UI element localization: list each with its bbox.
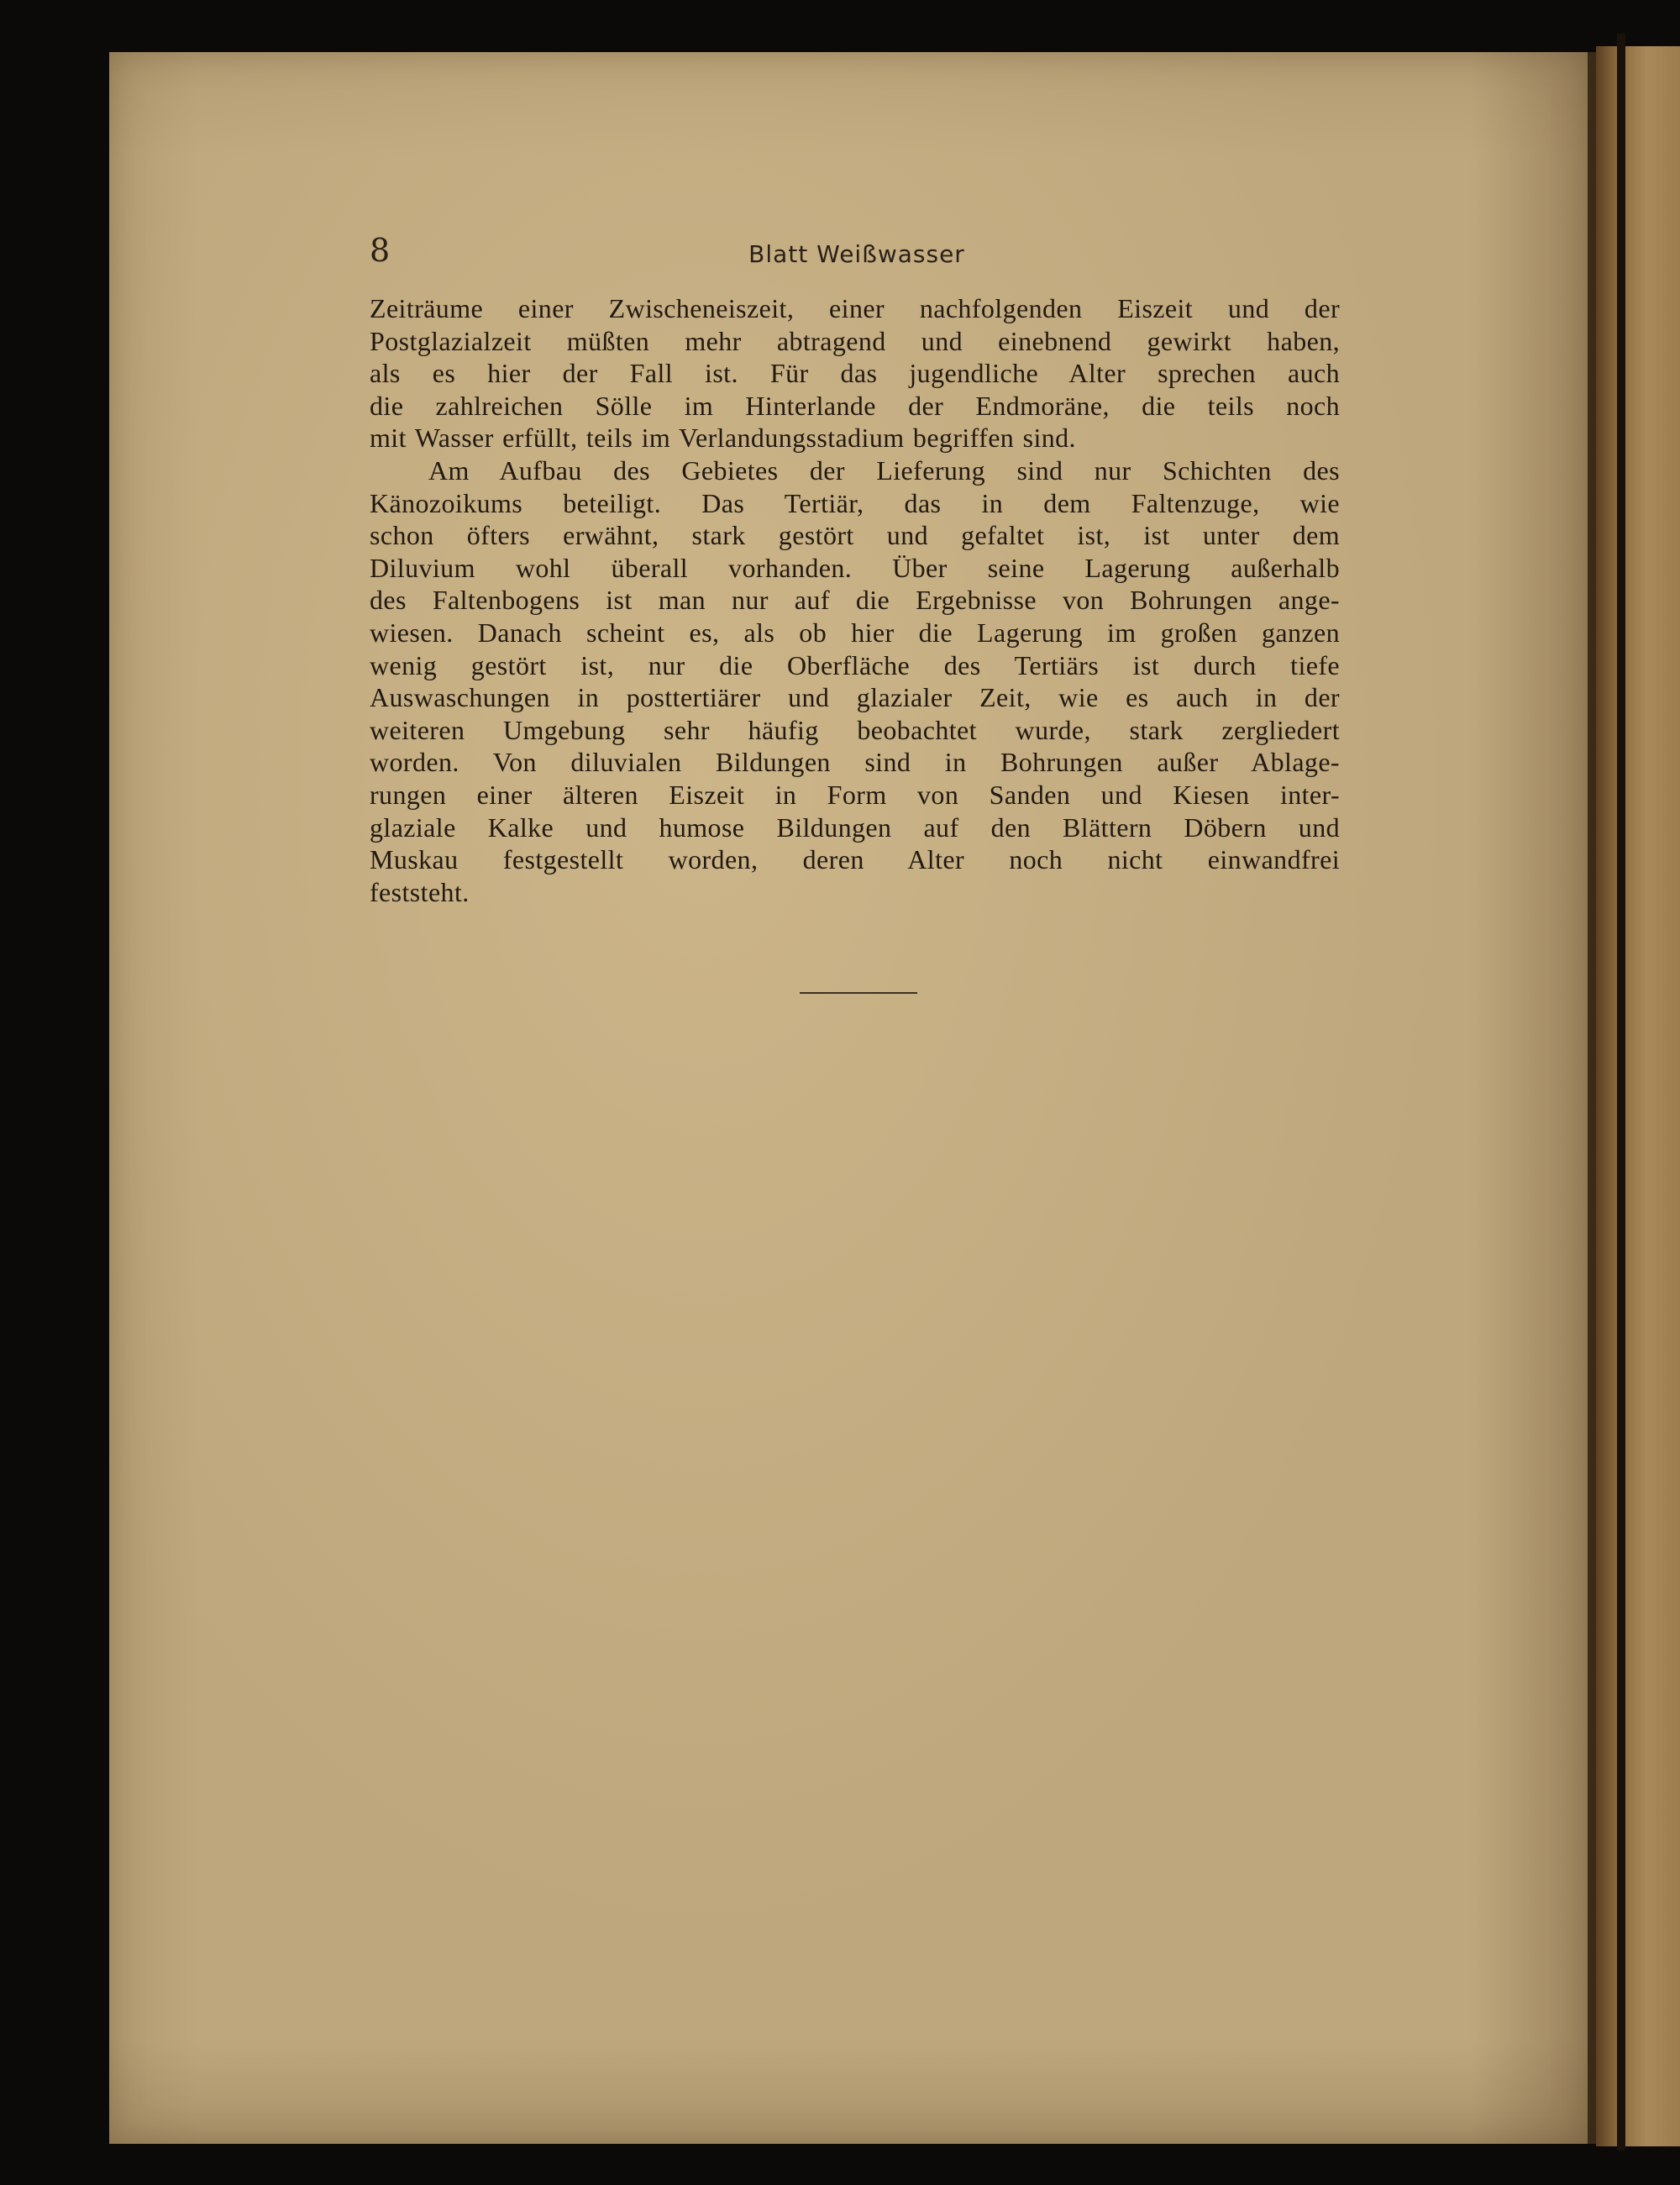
text-line: feststeht.	[370, 876, 470, 907]
text-line: die zahlreichen Sölle im Hinterlande der Endmoräne, die teils noch	[370, 390, 1340, 421]
text-line: Diluvium wohl überall vorhanden. Über seine Lagerung außerhalb	[370, 552, 1340, 583]
text-line: Känozoikums beteiligt. Das Tertiär, das in dem Faltenzuge, wie	[370, 487, 1340, 518]
text-line: Am Aufbau des Gebietes der Lieferung sind nur Schichten des	[428, 454, 1340, 486]
text-line: Zeiträume einer Zwischeneiszeit, einer nachfolgenden Eiszeit und der	[370, 293, 1340, 323]
text-line: schon öfters erwähnt, stark gestört und gefaltet ist, ist unter dem	[370, 520, 1340, 551]
text-line: Postglazialzeit müßten mehr abtragend und einebnend gewirkt haben,	[370, 325, 1340, 356]
text-line: wiesen. Danach scheint es, als ob hier die Lagerung im großen ganzen	[370, 617, 1340, 648]
running-title: Blatt Weißwasser	[748, 240, 965, 268]
text-line: worden. Von diluvialen Bildungen sind in Bohrungen außer Ablage-	[370, 747, 1340, 778]
text-line: weiteren Umgebung sehr häufig beobachtet wurde, stark zergliedert	[370, 714, 1340, 745]
facing-page-edge	[1596, 46, 1680, 2146]
section-end-rule	[800, 992, 917, 994]
text-line: des Faltenbogens ist man nur auf die Ergebnisse von Bohrungen ange-	[370, 585, 1340, 616]
text-line: glaziale Kalke und humose Bildungen auf den Blättern Döbern und	[370, 811, 1340, 843]
text-line: rungen einer älteren Eiszeit in Form von Sanden und Kiesen inter-	[370, 779, 1340, 810]
page-edge-shadow	[1588, 52, 1596, 2144]
text-line: Muskau festgestellt worden, deren Alter noch nicht einwandfrei	[370, 844, 1340, 875]
book-gutter-shadow	[1617, 34, 1625, 2151]
text-line: als es hier der Fall ist. Für das jugendliche Alter sprechen auch	[370, 358, 1340, 389]
body-text	[370, 292, 1340, 908]
running-head	[370, 227, 1344, 277]
text-line: wenig gestört ist, nur die Oberfläche des Tertiärs ist durch tiefe	[370, 649, 1340, 680]
text-line: mit Wasser erfüllt, teils im Verlandungsstadium begriffen sind.	[370, 423, 1076, 454]
page-number: 8	[370, 232, 391, 269]
text-line: Auswaschungen in posttertiärer und glazialer Zeit, wie es auch in der	[370, 682, 1340, 713]
